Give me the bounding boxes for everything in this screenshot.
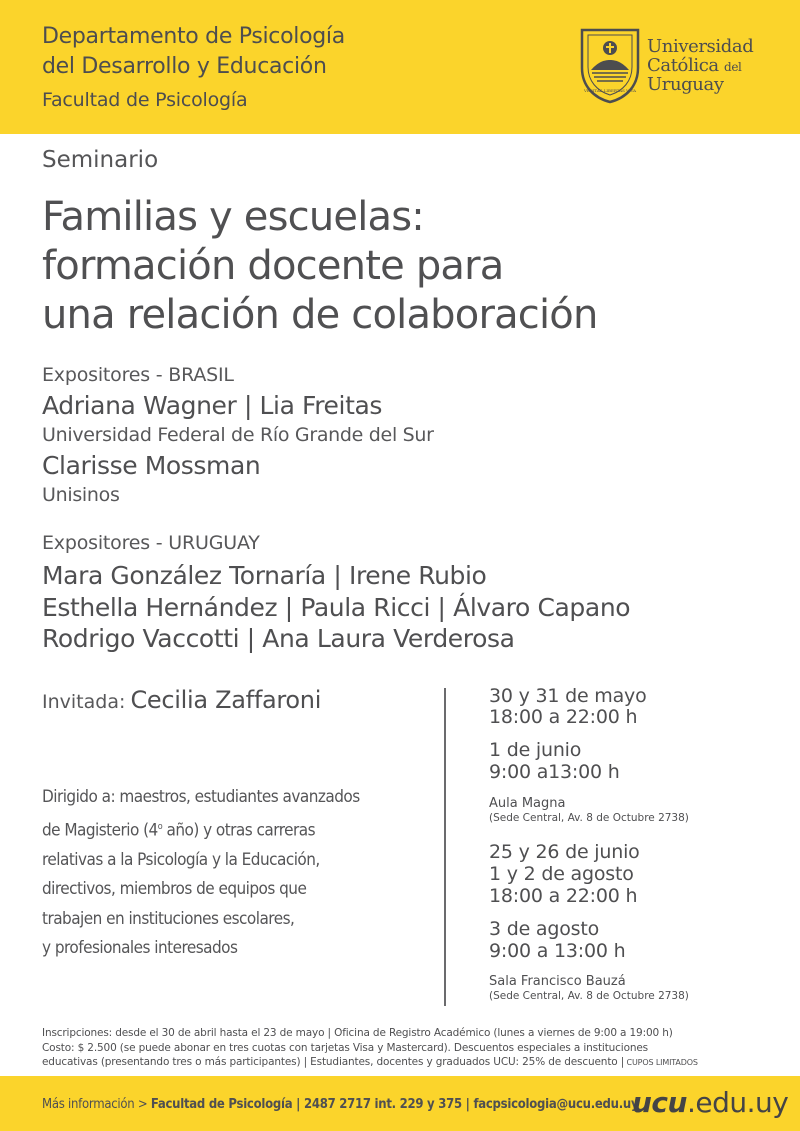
costo-label: Costo: (42, 1041, 75, 1054)
guest-label: Invitada: (42, 691, 126, 713)
inscripciones-label: Inscripciones: (42, 1027, 113, 1039)
speakers-brasil-names2: Clarisse Mossman (42, 451, 261, 480)
contact-email-link[interactable]: facpsicologia@ucu.edu.uy (473, 1097, 639, 1112)
event-title-line3: una relación de colaboración (42, 292, 598, 338)
speakers-brasil-names1: Adriana Wagner | Lia Freitas (42, 391, 383, 420)
website-domain-bold: ucu (632, 1086, 687, 1119)
speakers-uruguay-label: Expositores - URUGUAY (42, 532, 260, 554)
schedule2-time: 9:00 a13:00 h (489, 761, 620, 783)
guest (42, 686, 321, 714)
inscripciones-line (42, 1026, 767, 1041)
audience-line6: y profesionales interesados (42, 938, 238, 959)
schedule1-time: 18:00 a 22:00 h (489, 706, 638, 728)
costo-text: $ 2.500 (se puede abonar en tres cuotas con tarjetas Visa y Mastercard). Descuentos especiales a instituciones (74, 1041, 648, 1054)
guest-name: Cecilia Zaffaroni (130, 686, 322, 714)
audience-line3: relativas a la Psicología y la Educación, (42, 849, 320, 870)
more-info-phone: | 2487 2717 int. 229 y 375 | (292, 1097, 474, 1112)
column-divider (444, 688, 446, 1006)
logo-motto: VERITAS LIBERTAS VITA (584, 88, 636, 93)
inscripciones-text: desde el 30 de abril hasta el 23 de mayo | Oficina de Registro Académico (lunes a viernes de 9:00 a 19:00 h) (112, 1027, 673, 1039)
venue2-address: (Sede Central, Av. 8 de Octubre 2738) (489, 990, 689, 1002)
university-name-line2 (647, 55, 741, 76)
event-title-line2: formación docente para (42, 243, 504, 289)
schedule3-date: 25 y 26 de junio (489, 841, 640, 863)
university-name-line3: Uruguay (647, 74, 724, 95)
schedule3-time: 18:00 a 22:00 h (489, 885, 638, 907)
faculty-name: Facultad de Psicología (42, 89, 248, 111)
audience-line2-post: año) y otras carreras (162, 820, 316, 841)
costo-line (42, 1041, 767, 1056)
university-name-del: del (724, 60, 742, 74)
audience-line1: Dirigido a: maestros, estudiantes avanzados (42, 787, 360, 807)
footer-band (0, 1076, 800, 1131)
schedule2-date: 1 de junio (489, 739, 582, 761)
university-name-catolica: Católica (647, 55, 719, 76)
cupos-limitados: CUPOS LIMITADOS (624, 1058, 698, 1067)
header-band (0, 0, 800, 134)
event-title-line1: Familias y escuelas: (42, 194, 424, 240)
university-crest-icon (578, 26, 642, 104)
schedule4-time: 9:00 a 13:00 h (489, 940, 626, 962)
website-link[interactable] (632, 1086, 788, 1119)
audience-line5: trabajen en instituciones escolares, (42, 908, 295, 929)
audience-line2-pre: de Magisterio (4 (42, 820, 158, 841)
venue1-address: (Sede Central, Av. 8 de Octubre 2738) (489, 812, 689, 824)
event-type: Seminario (42, 147, 159, 173)
audience-line2 (42, 813, 360, 846)
audience-line2-sup: o (157, 821, 163, 832)
department-name-line2: del Desarrollo y Educación (42, 54, 327, 79)
more-info-faculty: Facultad de Psicología (150, 1097, 293, 1112)
speakers-brasil-label: Expositores - BRASIL (42, 364, 234, 386)
schedule4-date: 3 de agosto (489, 918, 600, 940)
speakers-uruguay-line1: Mara González Tornaría | Irene Rubio (42, 561, 487, 590)
website-domain-rest: .edu.uy (686, 1086, 789, 1119)
costo-line2 (42, 1055, 767, 1071)
audience-line4: directivos, miembros de equipos que (42, 879, 307, 900)
speakers-uruguay-line2: Esthella Hernández | Paula Ricci | Álvaro Capano (42, 593, 631, 622)
more-info-prefix: Más información > (42, 1097, 151, 1112)
schedule3-date2: 1 y 2 de agosto (489, 863, 634, 885)
speakers-brasil-affiliation2: Unisinos (42, 484, 120, 506)
costo-line2-text: educativas (presentando tres o más participantes) | Estudiantes, docentes y graduados UCU: 25% de descuento | (42, 1056, 625, 1068)
university-name-line1: Universidad (647, 36, 754, 57)
schedule1-date: 30 y 31 de mayo (489, 685, 647, 707)
speakers-uruguay-line3: Rodrigo Vaccotti | Ana Laura Verderosa (42, 624, 515, 653)
speakers-brasil-affiliation1: Universidad Federal de Río Grande del Sur (42, 424, 434, 446)
department-name-line1: Departamento de Psicología (42, 24, 345, 49)
more-info (42, 1097, 638, 1112)
venue2-name: Sala Francisco Bauzá (489, 974, 626, 989)
venue1-name: Aula Magna (489, 796, 566, 811)
registration-info (42, 1026, 767, 1071)
audience-description (42, 783, 360, 964)
